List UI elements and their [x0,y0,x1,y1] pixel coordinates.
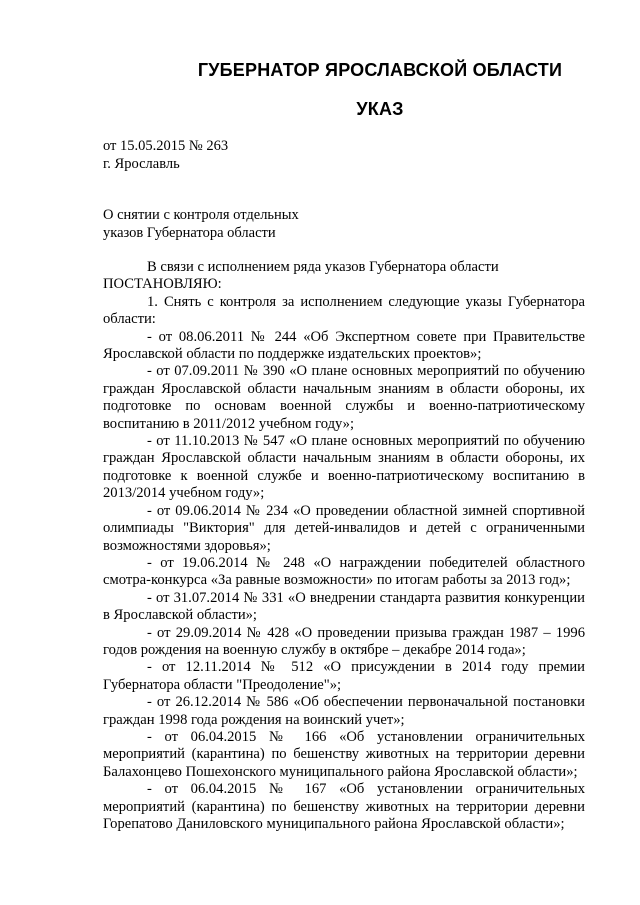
subject-line-1: О снятии с контроля отдельных [103,207,299,223]
decree-body [103,259,585,833]
list-item: - от 31.07.2014 № 331 «О внедрении стандарта развития конкуренции в Ярославской области»; [103,589,585,624]
subject-line-2: указов Губернатора области [103,225,276,241]
city-line: г. Ярославль [103,156,180,172]
list-item: - от 07.09.2011 № 390 «О плане основных мероприятий по обучению граждан Ярославской области начальным знаниям в области обороны, их подготовке по основам военной службы и военно-патриотическому воспитанию в 2011/2012 учебном году»; [103,363,585,432]
point-1: 1. Снять с контроля за исполнением следующие указы Губернатора области: [103,293,585,328]
document-type-heading: УКАЗ [356,99,404,119]
list-item: - от 08.06.2011 № 244 «Об Экспертном совете при Правительстве Ярославской области по поддержке издательских проектов»; [103,328,585,363]
list-item: - от 06.04.2015 № 167 «Об установлении ограничительных мероприятий (карантина) по бешенству животных на территории деревни Горепатово Даниловского муниципального района Ярославской области»; [103,781,585,832]
list-item: - от 06.04.2015 № 166 «Об установлении ограничительных мероприятий (карантина) по бешенству животных на территории деревни Балахонцево Пошехонского муниципального района Ярославской области»; [103,728,585,780]
issuer-heading: ГУБЕРНАТОР ЯРОСЛАВСКОЙ ОБЛАСТИ [197,60,563,80]
list-item: - от 11.10.2013 № 547 «О плане основных мероприятий по обучению граждан Ярославской области начальным знаниям в области обороны, их подготовке к военной службе и военно-патриотическому воспитанию в 2013/2014 учебном году»; [103,433,585,502]
date-number-line: от 15.05.2015 № 263 [103,138,229,154]
list-item: - от 29.09.2014 № 428 «О проведении призыва граждан 1987 – 1996 годов рождения на военную службу в октябре – декабре 2014 года»; [103,624,585,658]
list-item: - от 09.06.2014 № 234 «О проведении областной зимней спортивной олимпиады "Виктория" для детей-инвалидов и детей с ограниченными возможностями здоровья»; [103,502,585,554]
decree-word: ПОСТАНОВЛЯЮ: [103,276,222,293]
list-item: - от 12.11.2014 № 512 «О присуждении в 2014 году премии Губернатора области "Преодоление"»; [103,659,585,693]
list-item: - от 26.12.2014 № 586 «Об обеспечении первоначальной постановки граждан 1998 года рождения на воинский учет»; [103,694,585,728]
intro-paragraph: В связи с исполнением ряда указов Губернатора области [147,259,499,275]
list-item: - от 19.06.2014 № 248 «О награждении победителей областного смотра-конкурса «За равные возможности» по итогам работы за 2013 год»; [103,554,585,589]
